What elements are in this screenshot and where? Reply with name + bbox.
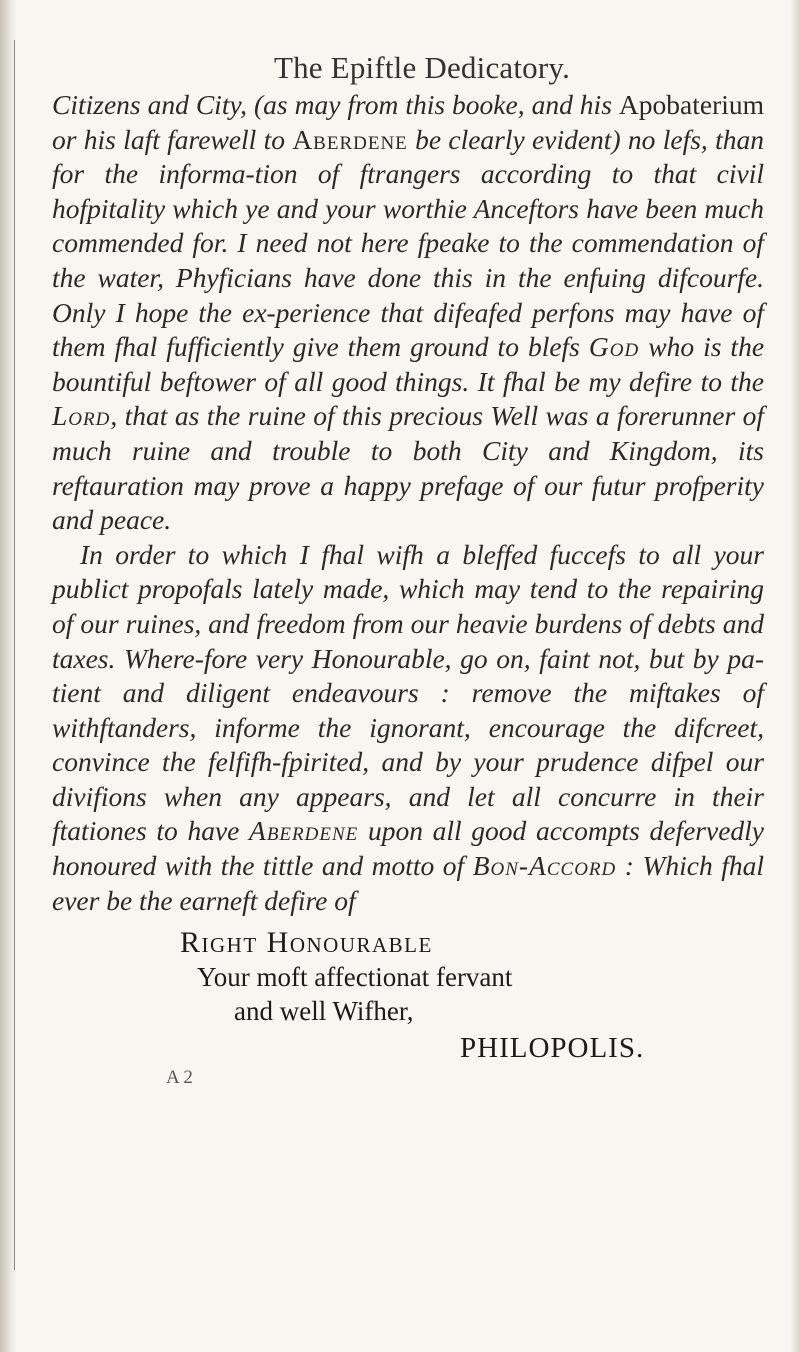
salutation: Right Honourable [180,926,433,960]
paragraph-1-text-c: be clearly evident) no lefs, than for the informa-tion of ftrangers according to that civil hofpitality which ye and your worthie Anceftors have been much commended for. I need not here fpeake to the commendation of the water, Phyficians have done this in the enfuing difcourfe. Only I hope the ex-perience that difeafed perfons may have of them fhal fufficiently give them ground to blefs [52,123,765,363]
god-name: God [588,331,640,363]
binding-edge-line [14,40,15,1270]
aberdene-name: Aberdene [292,123,408,155]
paragraph-2-text-b: upon all good accompts defervedly honoured with the tittle and motto of [52,815,765,882]
running-head: The Epiftle Dedicatory. [273,50,571,85]
bon-accord-motto: Bon-Accord [472,850,617,882]
valediction-line-1: Your moft affectionat fervant [197,962,513,993]
signature-mark: A 2 [166,1067,193,1089]
paragraph-1-text-a: Citizens and City, (as may from this booke, and his [52,89,612,120]
aberdene-name-2: Aberdene [249,815,359,847]
paragraph-2-text-a: In order to which I fhal wifh a bleffed fuccefs to all your publict propofals lately made, which may tend to the repairing of our ruines, and freedom from our heavie burdens of debts and taxes. Where-fore very Honourable, go on, faint not, but by pa-tient and diligent endeavours : remove the miftakes of withftanders, informe the ignorant, encourage the difcreet, convince the felfifh-fpirited, and by your prudence difpel our divifions when any appears, and let all concurre in their ftationes to have [52,538,764,847]
valediction-line-2: and well Wifher, [234,996,414,1027]
paragraph-2-text-c: : Which fhal ever be the earneft defire of [52,850,765,916]
page-edge-shadow [790,0,800,1352]
lord-name: Lord [52,400,111,432]
paragraph-1-text-d: who is the bountiful beftower of all good things. It fhal be my defire to the [52,331,765,397]
paragraph-1 [52,88,764,538]
closing-block [52,926,764,1089]
paragraph-2 [52,538,764,919]
signature: PHILOPOLIS. [460,1032,645,1065]
paragraph-1-text-b: or his laft farewell to [52,123,285,155]
apobaterium-term: Apobaterium [618,89,765,120]
paragraph-1-text-e: , that as the ruine of this precious Well was a forerunner of much ruine and trouble to both City and Kingdom, its reftauration may prove a happy prefage of our futur profperity and peace. [52,400,764,536]
page-content [52,50,764,1089]
